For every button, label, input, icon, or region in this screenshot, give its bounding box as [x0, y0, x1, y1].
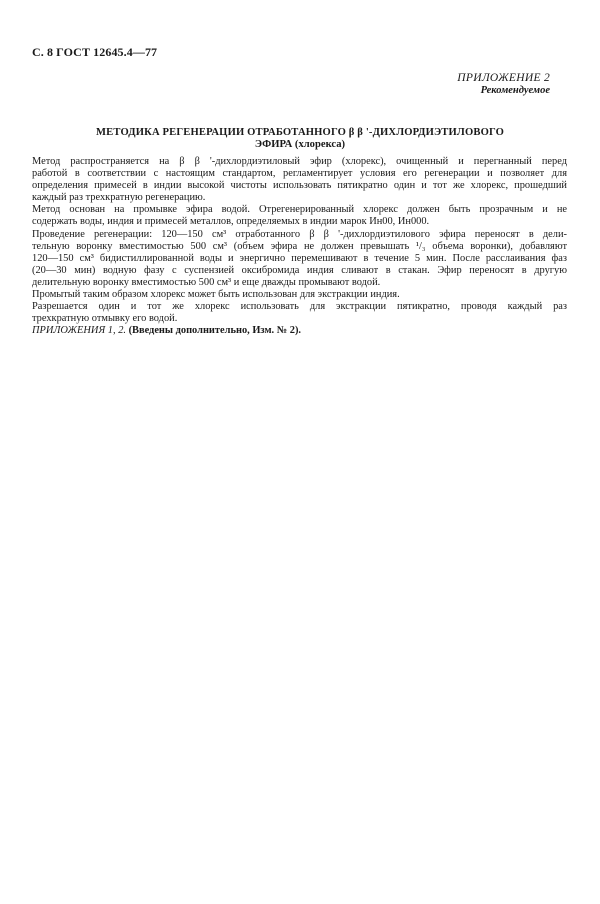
paragraph-line: Метод основан на промывке эфира водой. Отрегенерированный хлорекс должен быть прозрачным и не — [32, 204, 567, 216]
paragraph-line — [32, 156, 567, 168]
paragraph-line: тельную воронку вместимостью 500 см³ (объем эфира не должен превышать ¹/₃ объема воронки), добавляют — [32, 240, 567, 252]
paragraph-5 — [32, 301, 567, 325]
paragraph-line: содержать воды, индия и примесей металлов, определяемых в индии марок Ин00, Ин000. — [32, 216, 430, 228]
paragraph-line: трехкратную отмывку его водой. — [32, 313, 178, 325]
document-title — [60, 127, 540, 151]
appendix-title: ПРИЛОЖЕНИЕ 2 — [457, 72, 550, 84]
paragraph-1 — [32, 156, 567, 204]
paragraph-line-text: Метод распространяется на β β '-дихлордиэтиловый эфир (хлорекс), очищенный и перегнанный перед — [32, 156, 567, 167]
paragraph-line: каждый раз трехкратную регенерацию. — [32, 192, 206, 204]
paragraph-2 — [32, 204, 567, 228]
page-header: С. 8 ГОСТ 12645.4—77 — [32, 45, 158, 59]
appendix-block — [457, 72, 550, 97]
paragraph-3 — [32, 229, 567, 289]
document-title-line-1: МЕТОДИКА РЕГЕНЕРАЦИИ ОТРАБОТАННОГО β β '-ДИХЛОРДИЭТИЛОВОГО — [96, 127, 504, 138]
amendment-note-appendices: ПРИЛОЖЕНИЯ 1, 2. — [32, 325, 126, 337]
amendment-note-text: (Введены дополнительно, Изм. № 2). — [125, 325, 302, 337]
document-title-line-2: ЭФИРА (хлорекса) — [254, 139, 346, 150]
paragraph-line: Промытый таким образом хлорекс может быть использован для экстракции индия. — [32, 289, 400, 301]
paragraph-line: 120—150 см³ бидистиллированной воды и энергично перемешивают в течение 5 мин. После расслаивания фаз — [32, 252, 567, 264]
paragraph-line: работой в соответствии с настоящим стандартом, регламентирует условия его регенерации и позволяет для — [32, 168, 567, 180]
paragraph-line: Проведение регенерации: 120—150 см³ отработанного β β '-дихлордиэтилового эфира переносят в дели- — [32, 228, 567, 240]
amendment-note — [32, 325, 567, 337]
body-text — [32, 156, 567, 337]
appendix-note: Рекомендуемое — [480, 85, 550, 96]
paragraph-line: делительную воронку вместимостью 500 см³ и еще дважды промывают водой. — [32, 276, 381, 288]
paragraph-line: Разрешается один и тот же хлорекс использовать для экстракции пятикратно, проводя каждый раз — [32, 301, 567, 313]
paragraph-4 — [32, 289, 567, 301]
paragraph-line: (20—30 мин) водную фазу с суспензией оксибромида индия сливают в стакан. Эфир переносят в другую — [32, 264, 567, 276]
paragraph-line: определения примесей в индии высокой чистоты использовать пятикратно один и тот же хлорекс, прошедший — [32, 180, 567, 192]
